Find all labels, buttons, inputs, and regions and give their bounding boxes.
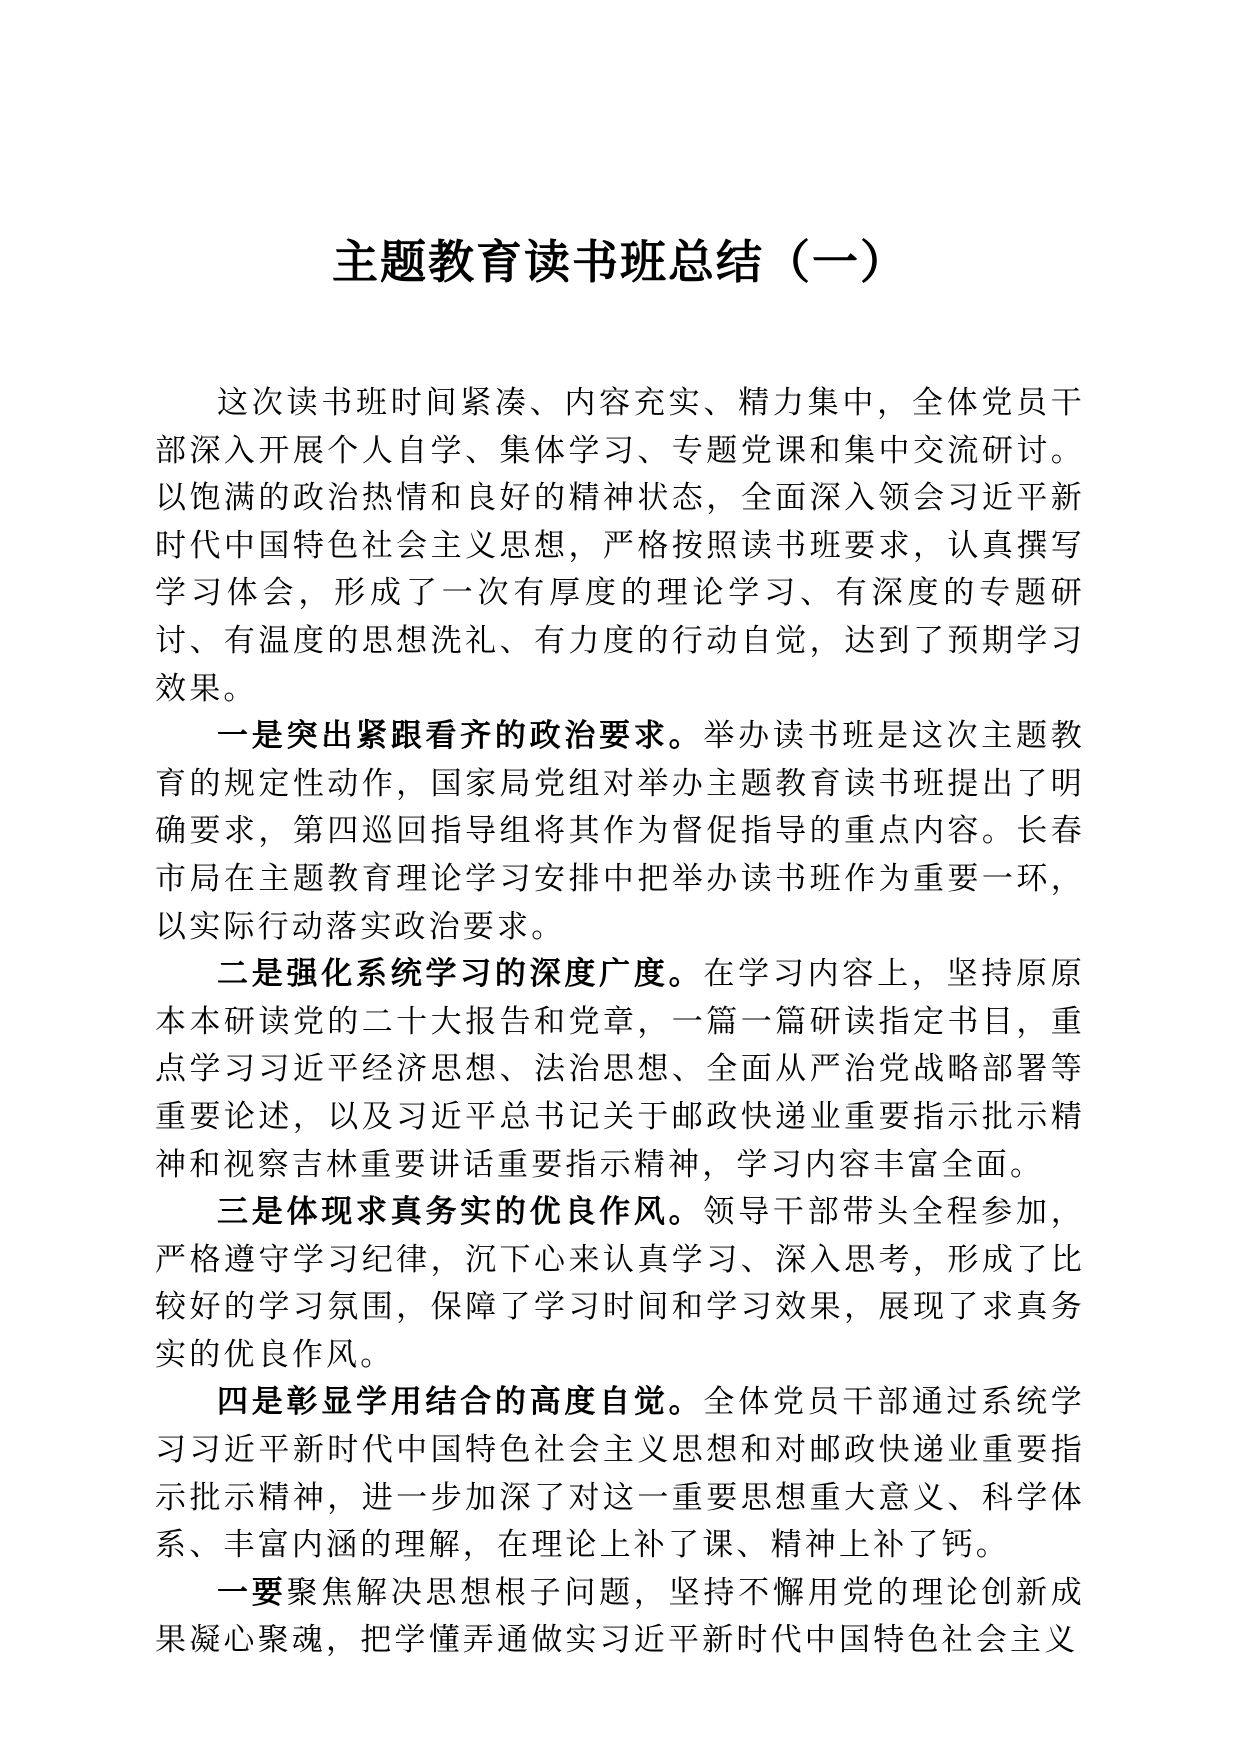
paragraph-text: 聚焦解决思想根子问题，坚持不懈用党的理论创新成果凝心聚魂，把学懂弄通做实习近平新时代中国特色社会主义 (155, 1574, 1085, 1659)
document-title: 主题教育读书班总结（一） (332, 235, 908, 289)
paragraph-lead: 一是突出紧跟看齐的政治要求。 (217, 718, 704, 755)
paragraph-point-3 (155, 1189, 1085, 1379)
paragraph-lead: 二是强化系统学习的深度广度。 (217, 956, 704, 993)
paragraph-text: 举办读书班是这次主题教育的规定性动作，国家局党组对举办主题教育读书班提出了明确要求，第四巡回指导组将其作为督促指导的重点内容。长春市局在主题教育理论学习安排中把举办读书班作为重要一环，以实际行动落实政治要求。 (155, 718, 1085, 945)
paragraph-point-1 (155, 713, 1085, 951)
paragraph-requirement-1 (155, 1570, 1085, 1665)
paragraph-text: 这次读书班时间紧凑、内容充实、精力集中，全体党员干部深入开展个人自学、集体学习、专题党课和集中交流研讨。以饱满的政治热情和良好的精神状态，全面深入领会习近平新时代中国特色社会主义思想，严格按照读书班要求，认真撰写学习体会，形成了一次有厚度的理论学习、有深度的专题研讨、有温度的思想洗礼、有力度的行动自觉，达到了预期学习效果。 (155, 385, 1085, 707)
paragraph-lead: 四是彰显学用结合的高度自觉。 (217, 1384, 704, 1421)
paragraph-text: 领导干部带头全程参加，严格遵守学习纪律，沉下心来认真学习、深入思考，形成了比较好的学习氛围，保障了学习时间和学习效果，展现了求真务实的优良作风。 (155, 1194, 1085, 1373)
paragraph-text: 在学习内容上，坚持原原本本研读党的二十大报告和党章，一篇一篇研读指定书目，重点学习习近平经济思想、法治思想、全面从严治党战略部署等重要论述，以及习近平总书记关于邮政快递业重要指示批示精神和视察吉林重要讲话重要指示精神，学习内容丰富全面。 (155, 956, 1085, 1183)
paragraph-lead: 一要 (217, 1574, 287, 1611)
paragraph-intro (155, 380, 1085, 713)
paragraph-lead: 三是体现求真务实的优良作风。 (217, 1194, 704, 1231)
document-body (155, 380, 1085, 1665)
paragraph-point-4 (155, 1379, 1085, 1569)
paragraph-point-2 (155, 951, 1085, 1189)
paragraph-text: 全体党员干部通过系统学习习近平新时代中国特色社会主义思想和对邮政快递业重要指示批示精神，进一步加深了对这一重要思想重大意义、科学体系、丰富内涵的理解，在理论上补了课、精神上补了钙。 (155, 1384, 1085, 1564)
